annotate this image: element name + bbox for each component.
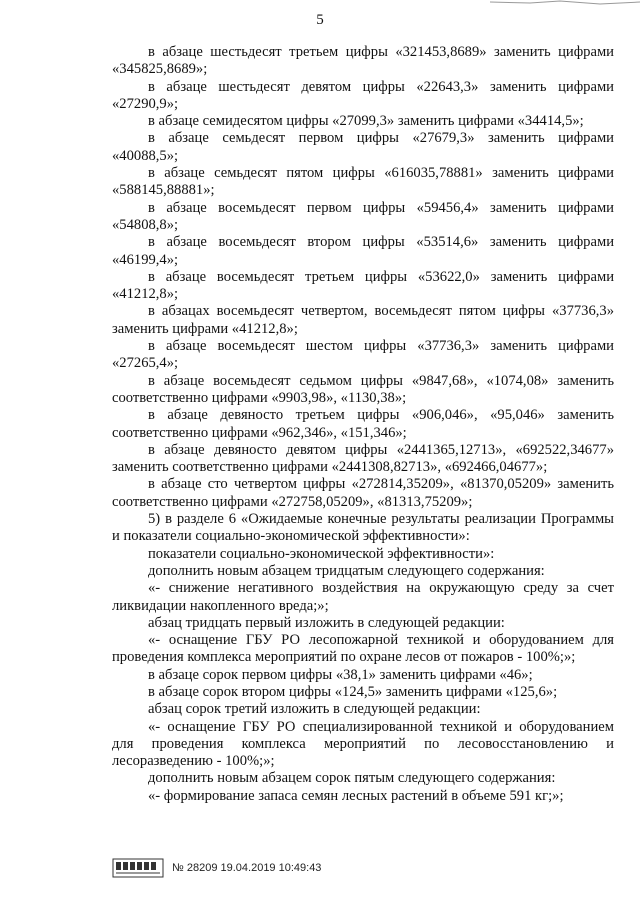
paragraph: в абзаце девяносто девятом цифры «2441365,12713», «692522,34677» заменить соответственно цифрами «2441308,82713», «692466,04677»; — [112, 441, 614, 476]
paragraph: показатели социально-экономической эффективности»: — [148, 545, 495, 562]
document-registration-stamp: № 28209 19.04.2019 10:49:43 — [172, 862, 322, 874]
scan-edge-artifact — [490, 0, 640, 6]
paragraph: в абзаце девяносто третьем цифры «906,046», «95,046» заменить соответственно цифрами «962,346», «151,346»; — [112, 407, 614, 441]
page-footer — [112, 858, 412, 888]
paragraph: в абзаце сорок втором цифры «124,5» заменить цифрами «125,6»; — [148, 683, 558, 700]
paragraph: в абзаце семьдесят первом цифры «27679,3» заменить цифрами «40088,5»; — [112, 130, 614, 164]
section-paragraph: 5) в разделе 6 «Ожидаемые конечные результаты реализации Программы и показатели социально-экономической эффективности»: — [112, 511, 614, 545]
document-body — [112, 44, 614, 805]
paragraph: в абзаце восемьдесят третьем цифры «53622,0» заменить цифрами «41212,8»; — [112, 268, 614, 303]
registration-stamp-icon — [112, 858, 164, 878]
paragraph: в абзаце восемьдесят первом цифры «59456,4» заменить цифрами «54808,8»; — [112, 199, 614, 233]
paragraph: в абзаце шестьдесят третьем цифры «321453,8689» заменить цифрами «345825,8689»; — [112, 44, 614, 78]
paragraph: в абзаце сто четвертом цифры «272814,35209», «81370,05209» заменить соответственно цифрами «272758,05209», «81313,75209»; — [112, 476, 614, 510]
page-number: 5 — [316, 12, 324, 28]
paragraph: в абзаце семидесятом цифры «27099,3» заменить цифрами «34414,5»; — [148, 113, 584, 130]
paragraph: в абзацах восемьдесят четвертом, восемьдесят пятом цифры «37736,3» заменить цифрами «41212,8»; — [112, 303, 614, 337]
paragraph: в абзаце семьдесят пятом цифры «616035,78881» заменить цифрами «588145,88881»; — [112, 165, 614, 199]
quoted-paragraph: «- снижение негативного воздействия на окружающую среду за счет ликвидации накопленного вреда;»; — [112, 580, 614, 614]
paragraph: дополнить новым абзацем тридцатым следующего содержания: — [148, 562, 545, 579]
quoted-paragraph: «- формирование запаса семян лесных растений в объеме 591 кг;»; — [148, 787, 564, 804]
paragraph: абзац тридцать первый изложить в следующей редакции: — [148, 614, 505, 631]
paragraph: в абзаце сорок первом цифры «38,1» заменить цифрами «46»; — [148, 666, 533, 683]
paragraph: в абзаце восемьдесят седьмом цифры «9847,68», «1074,08» заменить соответственно цифрами «9903,98», «1130,38»; — [112, 372, 614, 406]
paragraph: в абзаце шестьдесят девятом цифры «22643,3» заменить цифрами «27290,9»; — [112, 78, 614, 112]
paragraph: в абзаце восемьдесят шестом цифры «37736,3» заменить цифрами «27265,4»; — [112, 338, 614, 372]
paragraph: в абзаце восемьдесят втором цифры «53514,6» заменить цифрами «46199,4»; — [112, 234, 614, 268]
quoted-paragraph: «- оснащение ГБУ РО специализированной техникой и оборудованием для проведения комплекса мероприятий по лесовосстановлению и лесоразведению - 100%;»; — [112, 718, 614, 770]
quoted-paragraph: «- оснащение ГБУ РО лесопожарной техникой и оборудованием для проведения комплекса мероприятий по охране лесов от пожаров - 100%;»; — [112, 632, 614, 666]
paragraph: дополнить новым абзацем сорок пятым следующего содержания: — [148, 770, 556, 787]
paragraph: абзац сорок третий изложить в следующей редакции: — [148, 701, 481, 718]
